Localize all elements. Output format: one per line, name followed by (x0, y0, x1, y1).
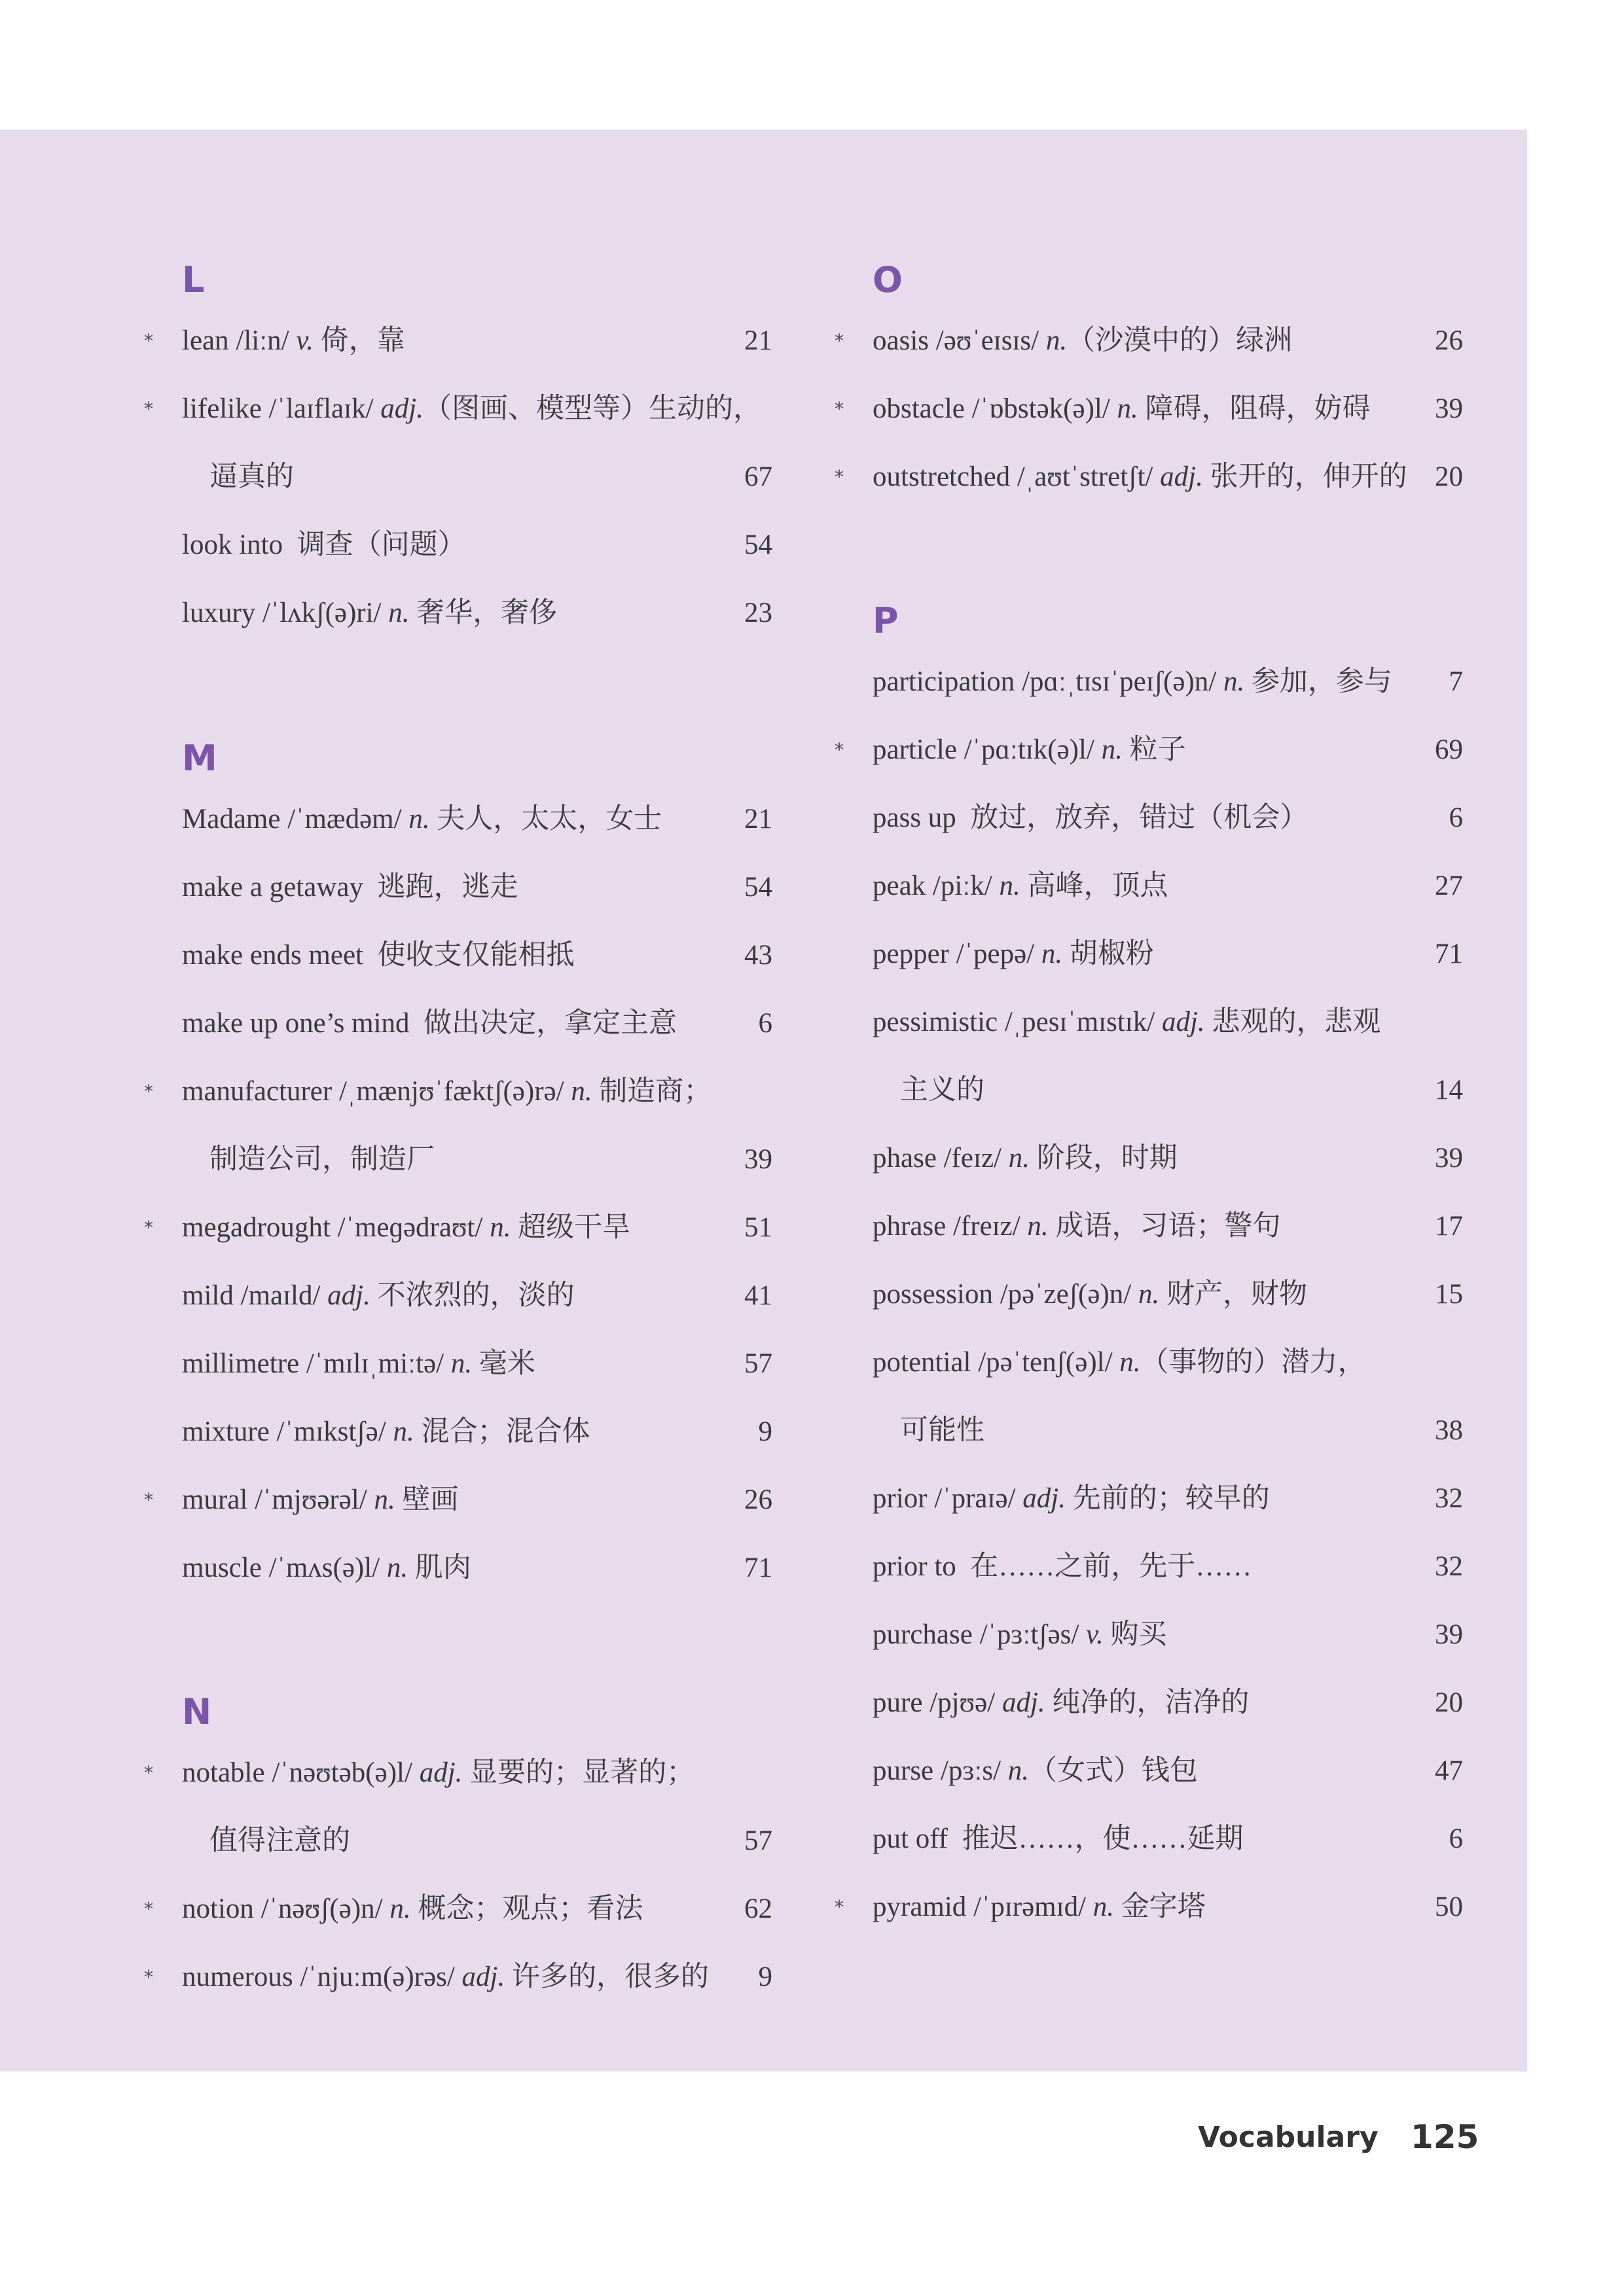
vocabulary-panel (0, 130, 1527, 2072)
entry-text (182, 307, 405, 375)
new-word-asterisk-icon: * (144, 1898, 153, 1920)
definition: 障碍，阻碍，妨碍 (1138, 393, 1371, 424)
definition: 超级干旱 (511, 1212, 631, 1243)
page-reference: 47 (1435, 1755, 1463, 1786)
pronunciation: /əʊˈeɪsɪs/ (929, 325, 1046, 356)
pronunciation: /ˌaʊtˈstretʃt/ (1010, 461, 1161, 492)
headword: pessimistic (873, 1007, 998, 1037)
headword: muscle (182, 1552, 262, 1583)
pronunciation: /pɑːˌtɪsɪˈpeɪʃ(ə)n/ (1015, 666, 1223, 697)
headword: make up one’s mind (182, 1008, 410, 1039)
vocab-entry (835, 375, 1463, 443)
part-of-speech: n. (1117, 393, 1138, 424)
definition: 先前的；较早的 (1065, 1483, 1270, 1514)
page-reference: 62 (744, 1893, 772, 1924)
headword: mural (182, 1484, 248, 1515)
page-reference: 21 (744, 804, 772, 834)
entry-text (873, 852, 1168, 920)
definition: 金字塔 (1114, 1892, 1206, 1922)
headword: mild (182, 1280, 234, 1311)
page-reference: 14 (1435, 1075, 1463, 1105)
vocab-entry (162, 922, 772, 990)
headword: make ends meet (182, 940, 364, 971)
vocab-entry (853, 1261, 1463, 1329)
headword: notable (182, 1757, 265, 1788)
vocab-entry (144, 1739, 772, 1807)
entry-continuation (162, 1807, 772, 1875)
definition: （图画、模型等）生动的， (423, 393, 761, 424)
part-of-speech: n. (1027, 1211, 1049, 1242)
entry-text (182, 853, 518, 922)
definition: 逃跑，逃走 (363, 872, 518, 903)
page-reference: 71 (744, 1552, 772, 1583)
page-reference: 7 (1449, 666, 1463, 697)
entry-text (182, 1739, 695, 1807)
part-of-speech: adj. (419, 1757, 463, 1788)
definition: 放过，放弃，错过（机会） (956, 802, 1308, 833)
page-reference: 54 (744, 872, 772, 903)
page-reference: 26 (1435, 325, 1463, 356)
headword: luxury (182, 598, 256, 628)
entry-continuation (853, 1397, 1463, 1465)
page-reference: 51 (744, 1212, 772, 1243)
entry-text (209, 1126, 435, 1194)
pronunciation: /piːk/ (926, 870, 1000, 901)
definition: 购买 (1103, 1619, 1167, 1650)
page-reference: 67 (744, 461, 772, 492)
definition: 悲观的，悲观 (1204, 1007, 1381, 1037)
pronunciation: /pəˈtenʃ(ə)l/ (971, 1347, 1120, 1378)
page-reference: 27 (1435, 870, 1463, 901)
headword: millimetre (182, 1348, 300, 1379)
part-of-speech: adj. (327, 1280, 370, 1311)
entry-text (873, 1737, 1198, 1805)
definition: 肌肉 (408, 1552, 471, 1583)
pronunciation: /ˈnəʊtəb(ə)l/ (264, 1757, 420, 1788)
new-word-asterisk-icon: * (144, 330, 153, 351)
definition: 财产，财物 (1159, 1279, 1307, 1310)
definition: 制造公司，制造厂 (209, 1144, 435, 1175)
vocab-entry (162, 1330, 772, 1398)
page-reference: 39 (1435, 1619, 1463, 1650)
entry-text (182, 1330, 535, 1398)
page-reference: 32 (1435, 1551, 1463, 1582)
definition: 毫米 (472, 1348, 535, 1379)
new-word-asterisk-icon: * (835, 330, 844, 351)
definition: 概念；观点；看法 (410, 1893, 643, 1924)
definition: 胡椒粉 (1062, 939, 1154, 969)
definition: 纯净的，洁净的 (1045, 1687, 1250, 1718)
definition: 可能性 (900, 1415, 984, 1446)
page-reference: 20 (1435, 461, 1463, 492)
definition: 成语，习语；警句 (1048, 1211, 1281, 1242)
headword: put off (873, 1823, 948, 1854)
part-of-speech: n. (374, 1484, 395, 1515)
page-reference: 39 (1435, 393, 1463, 424)
page-reference: 71 (1435, 939, 1463, 969)
page-reference: 57 (744, 1348, 772, 1379)
pronunciation: /ˈpɑːtɪk(ə)l/ (956, 734, 1102, 765)
page-reference: 43 (744, 940, 772, 971)
pronunciation: /pəˈzeʃ(ə)n/ (992, 1279, 1138, 1310)
headword: prior (873, 1483, 928, 1514)
definition: 显要的；显著的； (462, 1757, 695, 1788)
pronunciation: /ˈpepə/ (949, 939, 1041, 969)
new-word-asterisk-icon: * (835, 466, 844, 488)
vocab-entry (162, 990, 772, 1058)
new-word-asterisk-icon: * (835, 398, 844, 420)
pronunciation: /ˈmjʊərəl/ (247, 1484, 374, 1515)
page-reference: 6 (1449, 802, 1463, 833)
entry-continuation (162, 1126, 772, 1194)
part-of-speech: n. (1092, 1892, 1115, 1922)
vocab-entry (144, 1058, 772, 1126)
section-letter: M (182, 738, 217, 779)
vocab-entry (835, 307, 1463, 375)
entry-text (873, 648, 1392, 716)
pronunciation: /ˈmædəm/ (280, 804, 409, 834)
part-of-speech: n. (1119, 1347, 1141, 1378)
headword: prior to (873, 1551, 956, 1582)
headword: make a getaway (182, 872, 363, 903)
page-reference: 26 (744, 1484, 772, 1515)
pronunciation: /maɪld/ (233, 1280, 328, 1311)
part-of-speech: adj. (1161, 1007, 1205, 1037)
page-reference: 9 (758, 1962, 772, 1992)
part-of-speech: n. (408, 804, 430, 834)
pronunciation: /pɜːs/ (933, 1755, 1008, 1786)
entry-text (873, 1193, 1280, 1261)
new-word-asterisk-icon: * (144, 1762, 153, 1784)
section-letter: P (873, 600, 899, 641)
page-reference: 69 (1435, 734, 1463, 765)
headword: lean (182, 325, 229, 356)
part-of-speech: adj. (1160, 461, 1203, 492)
new-word-asterisk-icon: * (144, 1489, 153, 1511)
headword: outstretched (873, 461, 1011, 492)
pronunciation: /ˈmʌs(ə)l/ (261, 1552, 387, 1583)
pronunciation: /freɪz/ (946, 1211, 1028, 1242)
headword: peak (873, 870, 926, 901)
vocab-entry (144, 1875, 772, 1943)
entry-text (182, 1875, 643, 1943)
page-reference: 41 (744, 1280, 772, 1311)
new-word-asterisk-icon: * (144, 1217, 153, 1238)
part-of-speech: n. (1101, 734, 1123, 765)
vocab-entry (162, 1398, 772, 1466)
entry-text (873, 1873, 1206, 1941)
entry-text (873, 988, 1380, 1056)
part-of-speech: n. (1223, 666, 1245, 697)
vocab-entry (853, 1329, 1463, 1397)
headword: phase (873, 1143, 937, 1174)
entry-text (873, 1805, 1244, 1873)
pronunciation: /ˈmɪkstʃə/ (269, 1416, 393, 1447)
entry-continuation (162, 443, 772, 511)
headword: purchase (873, 1619, 973, 1650)
entry-text (873, 716, 1186, 784)
definition: 调查（问题） (283, 529, 466, 560)
definition: 在……之前，先于…… (956, 1551, 1252, 1582)
page-reference: 50 (1435, 1892, 1463, 1922)
entry-text (209, 1807, 350, 1875)
headword: participation (873, 666, 1015, 697)
entry-text (873, 1465, 1270, 1533)
entry-text (182, 1534, 471, 1602)
part-of-speech: n. (1008, 1143, 1030, 1174)
entry-text (182, 579, 557, 647)
definition: 张开的，伸开的 (1202, 461, 1407, 492)
definition: 倚，靠 (314, 325, 405, 356)
pronunciation: /feɪz/ (936, 1143, 1009, 1174)
definition: （女式）钱包 (1029, 1755, 1199, 1786)
entry-text (182, 1943, 709, 2011)
definition: 壁画 (395, 1484, 459, 1515)
headword: pure (873, 1687, 923, 1718)
part-of-speech: adj. (461, 1962, 505, 1992)
vocab-entry (853, 852, 1463, 920)
entry-text (873, 920, 1154, 988)
definition: 粒子 (1122, 734, 1186, 765)
entry-text (182, 990, 677, 1058)
new-word-asterisk-icon: * (144, 398, 153, 420)
page-reference: 39 (1435, 1143, 1463, 1174)
vocab-entry (853, 1193, 1463, 1261)
definition: 混合；混合体 (414, 1416, 590, 1447)
vocab-entry (853, 648, 1463, 716)
definition: 奢华，奢侈 (409, 598, 558, 628)
page-reference: 15 (1435, 1279, 1463, 1310)
pronunciation: /ˌpesɪˈmɪstɪk/ (998, 1007, 1162, 1037)
vocab-entry (853, 1805, 1463, 1873)
headword: look into (182, 529, 283, 560)
page-reference: 38 (1435, 1415, 1463, 1446)
entry-text (182, 1058, 712, 1126)
page-reference: 17 (1435, 1211, 1463, 1242)
pronunciation: /ˈmeɡədraʊt/ (330, 1212, 490, 1243)
headword: numerous (182, 1962, 293, 1992)
headword: pepper (873, 939, 949, 969)
part-of-speech: adj. (1022, 1483, 1066, 1514)
definition: 主义的 (900, 1075, 984, 1105)
vocab-entry (853, 1465, 1463, 1533)
entry-text (182, 1194, 630, 1262)
page-reference: 23 (744, 598, 772, 628)
new-word-asterisk-icon: * (144, 1966, 153, 1988)
definition: 参加，参与 (1244, 666, 1392, 697)
pronunciation: /ˈɒbstək(ə)l/ (964, 393, 1117, 424)
vocab-entry (853, 988, 1463, 1056)
part-of-speech: v. (296, 325, 314, 356)
definition: 制造商； (592, 1076, 712, 1107)
pronunciation: /ˈpɜːtʃəs/ (972, 1619, 1087, 1650)
page-reference: 54 (744, 529, 772, 560)
entry-text (873, 443, 1407, 511)
part-of-speech: n. (389, 1893, 411, 1924)
part-of-speech: adj. (380, 393, 424, 424)
definition: 不浓烈的，淡的 (370, 1280, 575, 1311)
headword: Madame (182, 804, 281, 834)
vocab-entry (144, 1194, 772, 1262)
headword: megadrought (182, 1212, 331, 1243)
part-of-speech: n. (393, 1416, 414, 1447)
headword: possession (873, 1279, 993, 1310)
definition: 许多的，很多的 (505, 1962, 709, 1992)
part-of-speech: n. (1045, 325, 1068, 356)
vocab-entry (144, 1466, 772, 1534)
entry-text (182, 1466, 458, 1534)
definition: 做出决定，拿定主意 (409, 1008, 677, 1039)
definition: 高峰，顶点 (1020, 870, 1168, 901)
section-letter: N (182, 1691, 212, 1732)
entry-text (873, 375, 1371, 443)
entry-text (873, 1261, 1307, 1329)
definition: （沙漠中的）绿洲 (1067, 325, 1293, 356)
vocab-entry (853, 1601, 1463, 1669)
vocab-entry (162, 1262, 772, 1330)
entry-text (873, 307, 1292, 375)
entry-text (182, 1262, 575, 1330)
vocab-entry (144, 1943, 772, 2011)
page-reference: 39 (744, 1144, 772, 1175)
definition: 阶段，时期 (1030, 1143, 1178, 1174)
part-of-speech: n. (1007, 1755, 1030, 1786)
entry-text (182, 511, 466, 579)
entry-text (873, 1124, 1178, 1193)
definition: 逼真的 (209, 461, 294, 492)
entry-text (873, 784, 1308, 852)
headword: purse (873, 1755, 934, 1786)
pronunciation: /ˌmænjʊˈfæktʃ(ə)rə/ (332, 1076, 571, 1107)
vocab-entry (853, 1124, 1463, 1193)
headword: manufacturer (182, 1076, 333, 1107)
headword: phrase (873, 1211, 947, 1242)
pronunciation: /ˈnjuːm(ə)rəs/ (293, 1962, 462, 1992)
entry-text (873, 1533, 1252, 1601)
vocab-entry (162, 853, 772, 922)
vocab-entry (162, 511, 772, 579)
entry-text (900, 1056, 984, 1124)
vocab-entry (162, 579, 772, 647)
part-of-speech: n. (1041, 939, 1063, 969)
pronunciation: /ˈpɪrəmɪd/ (966, 1892, 1093, 1922)
vocab-entry (853, 784, 1463, 852)
definition: 推迟……，使……延期 (948, 1823, 1244, 1854)
entry-text (873, 1669, 1249, 1737)
entry-text (209, 443, 294, 511)
part-of-speech: n. (490, 1212, 511, 1243)
entry-continuation (853, 1056, 1463, 1124)
headword: potential (873, 1347, 971, 1378)
headword: lifelike (182, 393, 262, 424)
page-reference: 6 (758, 1008, 772, 1039)
entry-text (182, 785, 662, 853)
page-reference: 6 (1449, 1823, 1463, 1854)
pronunciation: /ˈnəʊʃ(ə)n/ (253, 1893, 390, 1924)
headword: oasis (873, 325, 929, 356)
headword: particle (873, 734, 957, 765)
new-word-asterisk-icon: * (835, 739, 844, 761)
part-of-speech: n. (388, 598, 410, 628)
headword: pyramid (873, 1892, 967, 1922)
definition: 夫人，太太，女士 (429, 804, 662, 834)
footer-title: Vocabulary (1198, 2121, 1379, 2154)
vocab-entry (162, 785, 772, 853)
definition: 值得注意的 (209, 1825, 350, 1856)
pronunciation: /pjʊə/ (922, 1687, 1002, 1718)
headword: pass up (873, 802, 956, 833)
section-letter: O (873, 259, 903, 300)
page-reference: 9 (758, 1416, 772, 1447)
vocab-entry (144, 375, 772, 443)
entry-text (900, 1397, 984, 1465)
vocab-entry (835, 1873, 1463, 1941)
headword: obstacle (873, 393, 965, 424)
part-of-speech: n. (450, 1348, 473, 1379)
vocab-entry (853, 1669, 1463, 1737)
section-letter: L (182, 259, 205, 300)
entry-text (182, 922, 575, 990)
part-of-speech: n. (999, 870, 1020, 901)
vocab-entry (853, 920, 1463, 988)
part-of-speech: n. (386, 1552, 408, 1583)
entry-text (873, 1329, 1366, 1397)
part-of-speech: n. (1138, 1279, 1160, 1310)
headword: notion (182, 1893, 254, 1924)
entry-text (182, 375, 761, 443)
page-reference: 32 (1435, 1483, 1463, 1514)
entry-text (873, 1601, 1167, 1669)
entry-text (182, 1398, 590, 1466)
pronunciation: /ˈlʌkʃ(ə)ri/ (255, 598, 389, 628)
new-word-asterisk-icon: * (835, 1896, 844, 1918)
pronunciation: /ˈpraɪə/ (927, 1483, 1023, 1514)
pronunciation: /ˈmɪlɪˌmiːtə/ (299, 1348, 451, 1379)
pronunciation: /ˈlaɪflaɪk/ (261, 393, 381, 424)
part-of-speech: adj. (1001, 1687, 1045, 1718)
page-reference: 57 (744, 1825, 772, 1856)
definition: 使收支仅能相抵 (363, 940, 575, 971)
page-number: 125 (1411, 2118, 1479, 2156)
vocab-entry (162, 1534, 772, 1602)
pronunciation: /liːn/ (228, 325, 297, 356)
vocab-entry (835, 443, 1463, 511)
headword: mixture (182, 1416, 270, 1447)
vocab-entry (853, 1737, 1463, 1805)
vocab-entry (853, 1533, 1463, 1601)
page-reference: 21 (744, 325, 772, 356)
vocab-entry (144, 307, 772, 375)
definition: （事物的）潜力， (1140, 1347, 1366, 1378)
vocab-entry (835, 716, 1463, 784)
part-of-speech: v. (1086, 1619, 1104, 1650)
new-word-asterisk-icon: * (144, 1081, 153, 1102)
part-of-speech: n. (571, 1076, 592, 1107)
page-reference: 20 (1435, 1687, 1463, 1718)
